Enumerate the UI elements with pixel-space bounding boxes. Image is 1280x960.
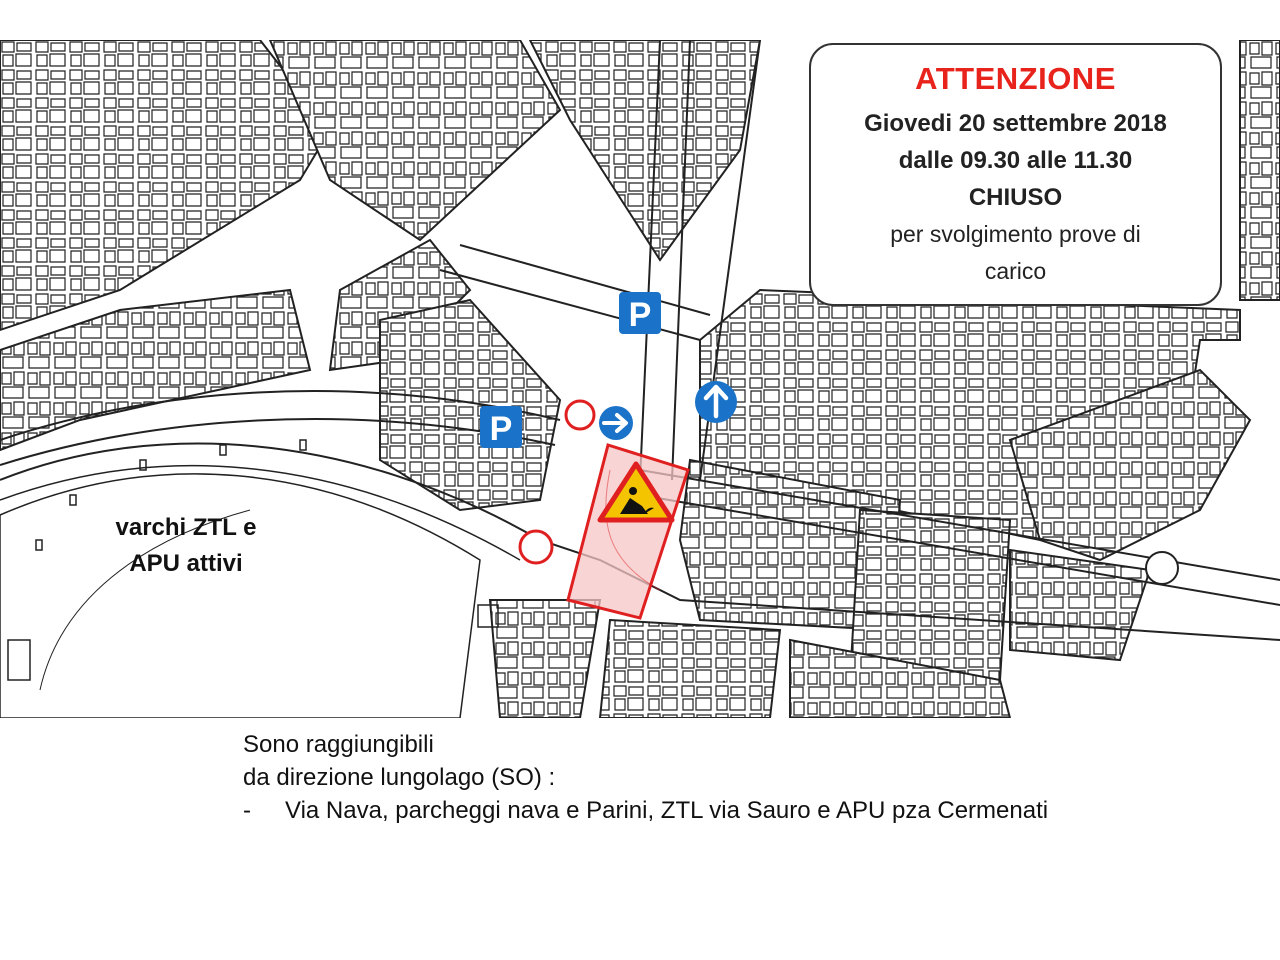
one-way-right-icon (599, 406, 633, 440)
one-way-up-icon (695, 381, 737, 423)
notice-title: ATTENZIONE (915, 61, 1116, 96)
notice-date: Giovedi 20 settembre 2018 (864, 110, 1167, 137)
parking-icon (480, 406, 522, 448)
access-caption (243, 728, 1243, 827)
ztl-gates-label (96, 510, 276, 582)
no-entry-circle-icon (566, 401, 594, 429)
svg-text:P: P (628, 296, 652, 334)
bullet-text: Via Nava, parcheggi nava e Parini, ZTL via Sauro e APU pza Cermenati (285, 797, 1049, 824)
closure-area (568, 445, 688, 618)
no-entry-circle-icon (520, 531, 552, 563)
notice-time: dalle 09.30 alle 11.30 (898, 147, 1133, 174)
caption-bullet (243, 794, 1243, 827)
ztl-gates-label-line2: APU attivi (129, 550, 243, 577)
closure-notice (809, 43, 1222, 306)
caption-line1: Sono raggiungibili (243, 731, 434, 758)
caption-line2: da direzione lungolago (SO) : (243, 764, 556, 791)
notice-reason-line2: carico (984, 258, 1047, 284)
svg-text:P: P (489, 410, 513, 448)
roundabout (1146, 552, 1178, 584)
notice-status: CHIUSO (968, 184, 1063, 211)
notice-reason-line1: per svolgimento prove di (890, 221, 1141, 247)
parking-icon (619, 292, 661, 334)
ztl-gates-label-line1: varchi ZTL e (115, 514, 257, 541)
bullet-dash: - (243, 797, 251, 824)
